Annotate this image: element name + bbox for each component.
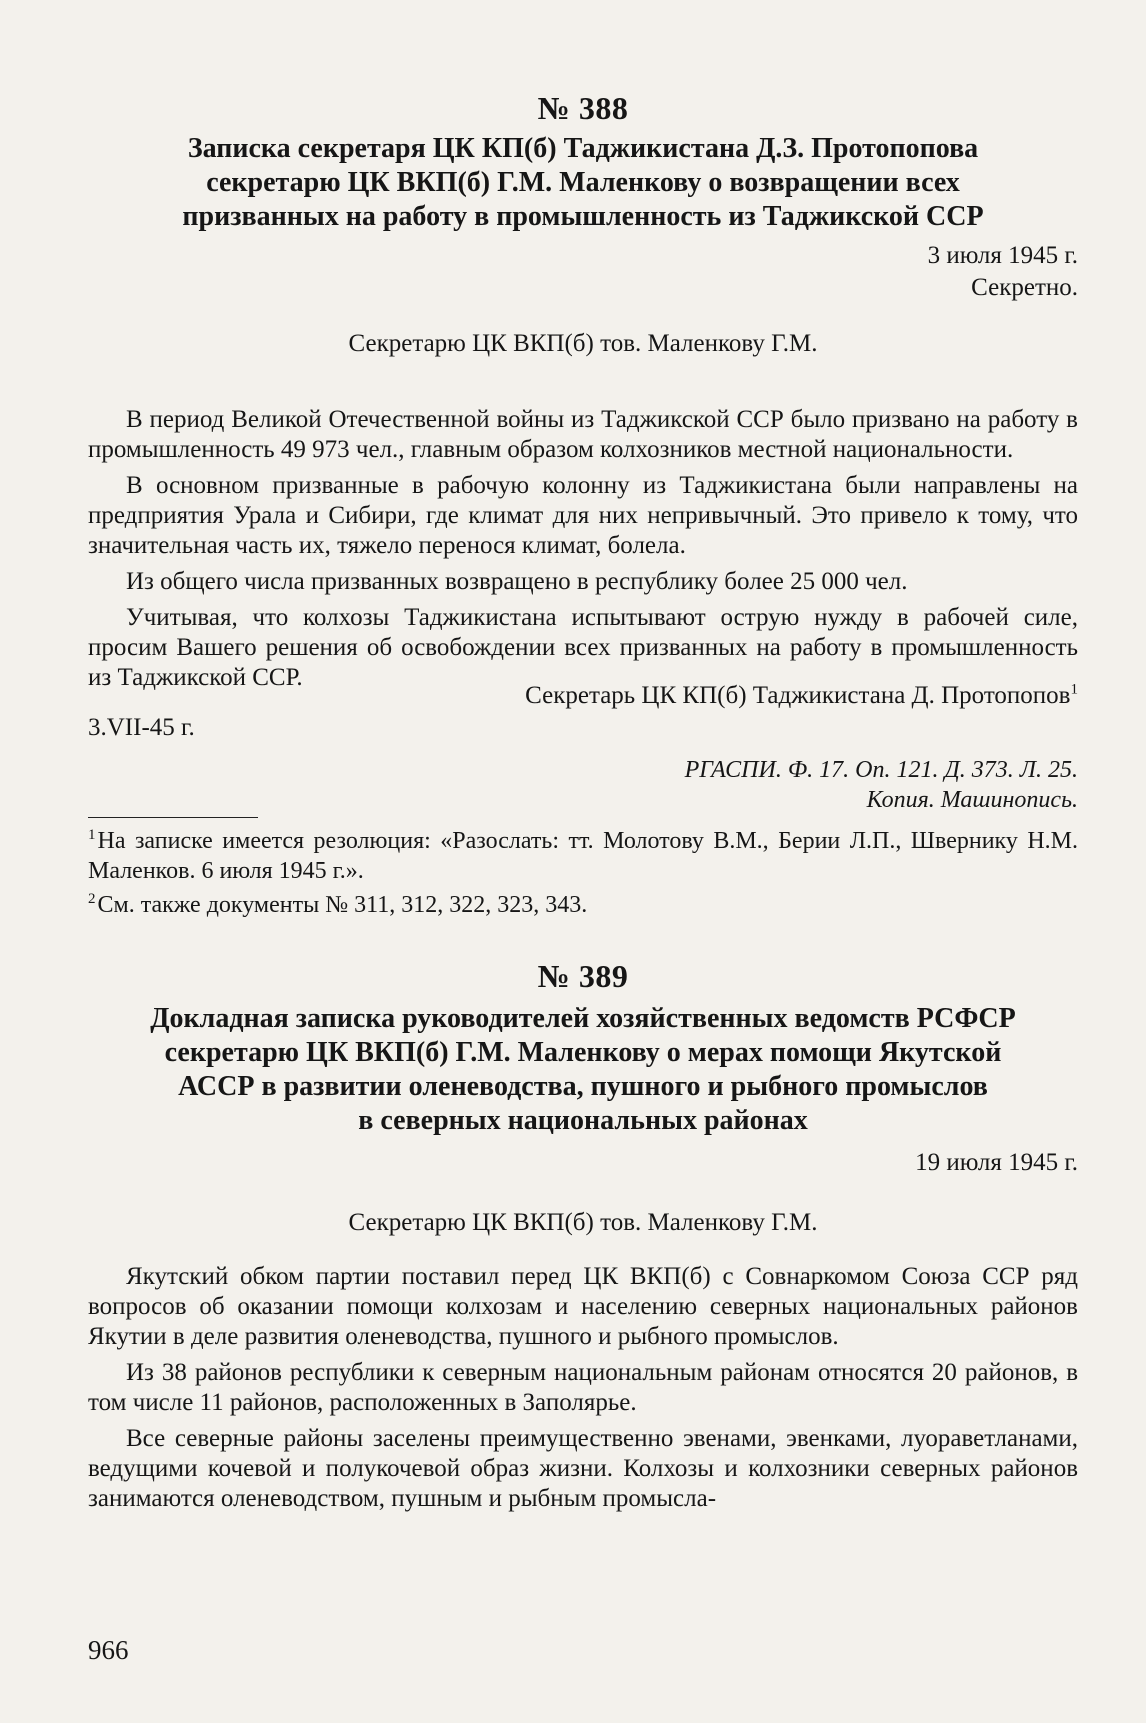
footnote-divider — [88, 817, 258, 818]
doc389-number: № 389 — [537, 958, 629, 994]
footnotes — [88, 826, 1078, 920]
doc388-number: № 388 — [537, 90, 629, 126]
doc389-paragraph: Из 38 районов республики к северным национальным районам относятся 20 районов, в том числе 11 районов, расположенных в Заполярье. — [88, 1359, 1078, 1416]
doc389-title — [88, 1002, 1078, 1138]
doc388-paragraph: В период Великой Отечественной войны из Таджикской ССР было призвано на работу в промышленность 49 973 чел., главным образом колхозников местной национальности. — [88, 406, 1078, 463]
doc388-title-line: призванных на работу в промышленность из Таджикской ССР — [182, 201, 984, 232]
footnote: $^1$На записке имеется резолюция: «Разослать: тт. Молотову В.М., Берии Л.П., Швернику Н.М. Маленков. 6 июля 1945 г.». — [88, 827, 1078, 884]
archive-reference: РГАСПИ. Ф. 17. Оп. 121. Д. 373. Л. 25. — [684, 757, 1078, 783]
doc389-title-line: секретарю ЦК ВКП(б) Г.М. Маленкову о мерах помощи Якутской — [164, 1037, 1002, 1068]
copy-note: Копия. Машинопись. — [866, 787, 1078, 813]
doc388-date: 3 июля 1945 г. — [927, 242, 1078, 269]
doc388-addressee: Секретарю ЦК ВКП(б) тов. Маленкову Г.М. — [348, 330, 818, 357]
page-number: 966 — [88, 1635, 129, 1665]
doc388-paragraph: В основном призванные в рабочую колонну из Таджикистана были направлены на предприятия Урала и Сибири, где климат для них непривычный. Это привело к тому, что значительная часть их, тяжело перенося климат, болела. — [88, 472, 1078, 559]
footnote: $^2$См. также документы № 311, 312, 322, 323, 343. — [88, 891, 588, 918]
doc389-body — [88, 1262, 1078, 1520]
doc388-signature-block — [88, 680, 1078, 744]
doc388-sign-date: 3.VII-45 г. — [88, 714, 195, 741]
doc388-date-block — [88, 240, 1078, 304]
doc389-title-line: в северных национальных районах — [358, 1105, 808, 1136]
doc389-title-line: Докладная записка руководителей хозяйственных ведомств РСФСР — [150, 1003, 1016, 1034]
footnote-ref: 1 — [1070, 681, 1078, 698]
doc388-body — [88, 405, 1078, 699]
doc389-paragraph: Якутский обком партии поставил перед ЦК ВКП(б) с Совнаркомом Союза ССР ряд вопросов об оказании помощи колхозам и населению северных национальных районов Якутии в деле развития оленеводства, пушного и рыбного промыслов. — [88, 1263, 1078, 1350]
doc388-archive-block — [88, 755, 1078, 815]
doc388-title-line: Записка секретаря ЦК КП(б) Таджикистана Д.З. Протопопова — [187, 133, 979, 164]
doc389-paragraph: Все северные районы заселены преимущественно эвенами, эвенками, луораветланами, ведущими кочевой и полукочевой образ жизни. Колхозы и колхозники северных районов занимаются оленеводством, пушным и рыбным промысла- — [88, 1425, 1078, 1512]
doc388-classification: Секретно. — [971, 274, 1078, 301]
doc388-paragraph: Учитывая, что колхозы Таджикистана испытывают острую нужду в рабочей силе, просим Вашего решения об освобождении всех призванных на работу в промышленность из Таджикской ССР. — [88, 604, 1078, 691]
doc388-title — [88, 132, 1078, 234]
doc389-addressee: Секретарю ЦК ВКП(б) тов. Маленкову Г.М. — [348, 1209, 818, 1236]
doc389-date-block — [88, 1147, 1078, 1179]
doc389-date: 19 июля 1945 г. — [915, 1149, 1078, 1176]
doc389-title-line: АССР в развитии оленеводства, пушного и рыбного промыслов — [178, 1071, 988, 1102]
doc388-paragraph: Из общего числа призванных возвращено в республику более 25 000 чел. — [126, 568, 908, 595]
doc388-title-line: секретарю ЦК ВКП(б) Г.М. Маленкову о возвращении всех — [206, 167, 960, 198]
doc388-signature: Секретарь ЦК КП(б) Таджикистана Д. Протопопов$^1$ — [525, 681, 1078, 709]
